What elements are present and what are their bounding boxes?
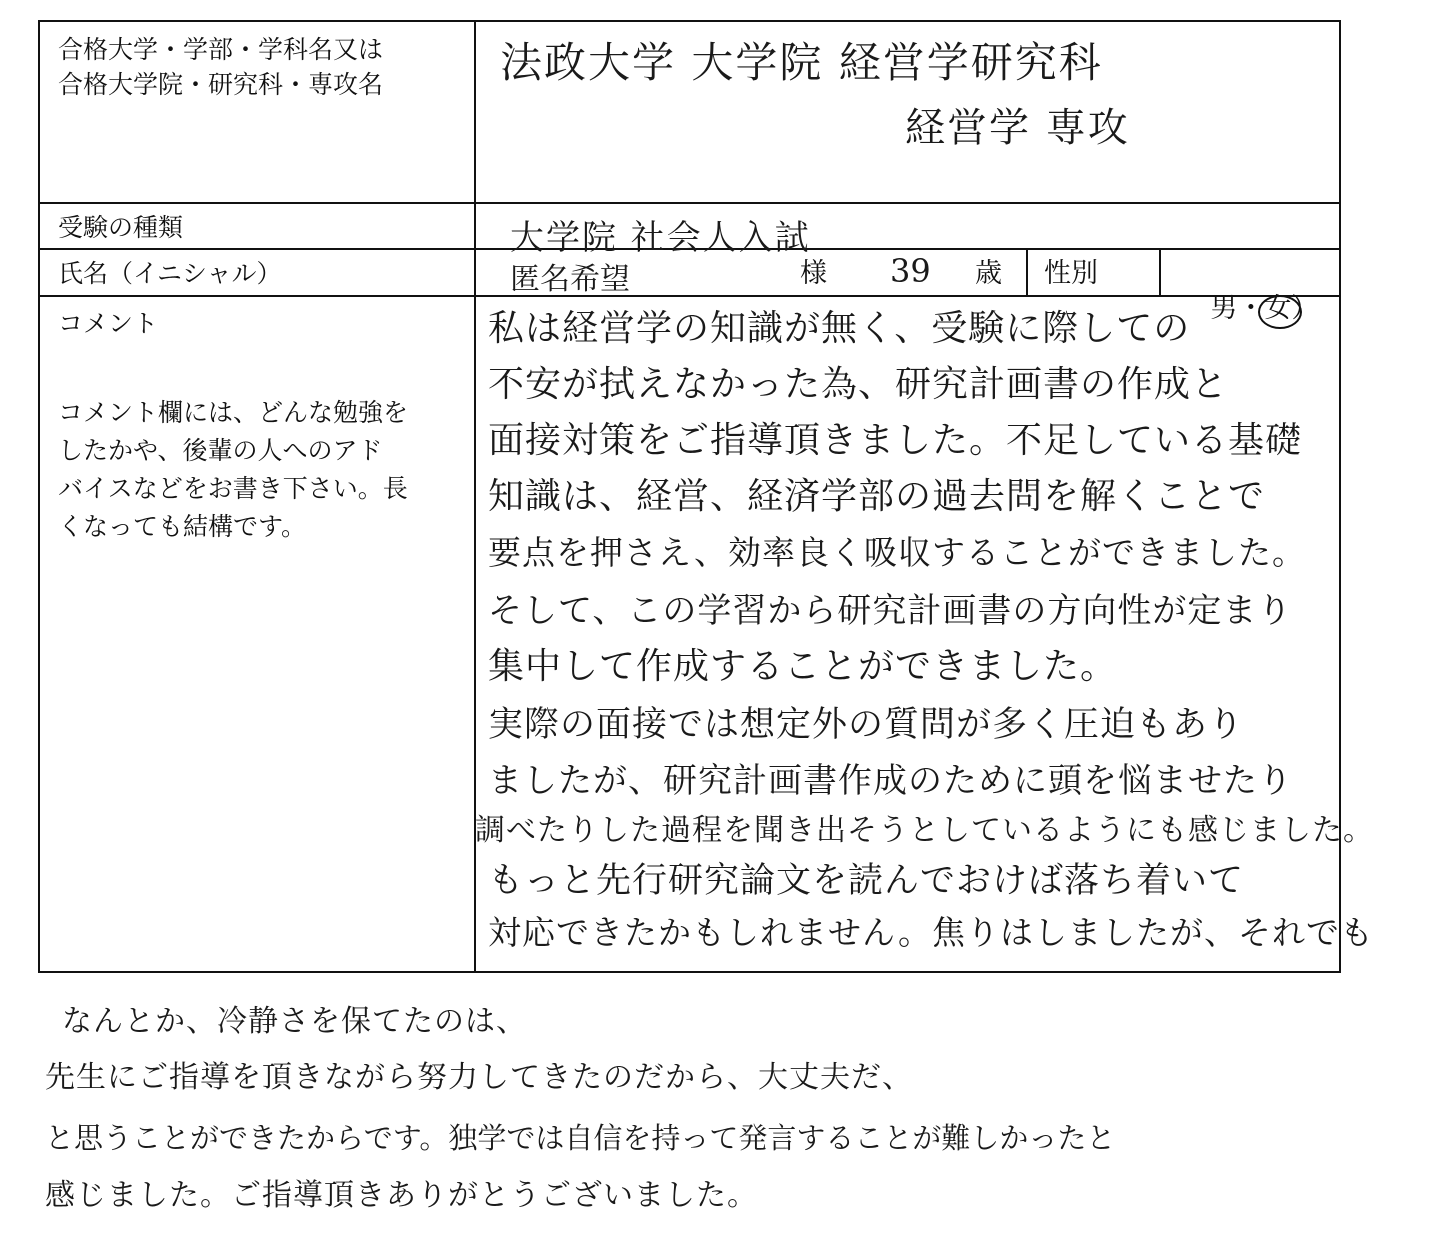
age-value: 39 (890, 252, 931, 290)
comment-instructions: コメント欄には、どんな勉強を したかや、後輩の人へのアド バイスなどをお書き下さい。長 くなっても結構です。 (58, 398, 409, 541)
continuation-line: 感じました。ご指導頂きありがとうございました。 (45, 1178, 758, 1213)
continuation-line: なんとか、冷静さを保てたのは、 (62, 1004, 527, 1039)
comment-line: ましたが、研究計画書作成のために頭を悩ませたり (488, 761, 1293, 801)
university-label: 合格大学・学部・学科名又は 合格大学院・研究科・専攻名 (58, 35, 384, 99)
sex-male-option: 男・ (1210, 293, 1265, 324)
sex-label: 性別 (1044, 258, 1098, 289)
row-divider-3 (40, 295, 1339, 297)
continuation-line: と思うことができたからです。独学では自信を持って発言することが難しかったと (45, 1121, 1116, 1155)
continuation-line: 先生にご指導を頂きながら努力してきたのだから、大丈夫だ、 (45, 1060, 913, 1095)
comment-line: そして、この学習から研究計画書の方向性が定まり (488, 591, 1293, 631)
comment-line: 対応できたかもしれません。焦りはしましたが、それでも (488, 913, 1374, 952)
name-label: 氏名（イニシャル） (58, 259, 282, 288)
sama-label: 様 (800, 258, 827, 289)
comment-line: もっと先行研究論文を読んでおけば落ち着いて (488, 861, 1245, 901)
comment-line: 実際の面接では想定外の質問が多く圧迫もあり (488, 705, 1245, 745)
sex-divider (1159, 248, 1161, 295)
comment-line: 集中して作成することができました。 (488, 646, 1118, 687)
comment-line: 要点を押さえ、効率良く吸収することができました。 (488, 533, 1306, 572)
age-divider (1026, 248, 1028, 295)
university-value-line2: 経営学 専攻 (905, 105, 1130, 151)
comment-label: コメント (58, 309, 159, 338)
sex-female-option: 女） (1264, 293, 1318, 324)
comment-line: 不安が拭えなかった為、研究計画書の作成と (488, 364, 1229, 405)
exam-type-value: 大学院 社会人入試 (510, 218, 811, 258)
comment-line: 調べたりした過程を聞き出そうとしているようにも感じました。 (475, 813, 1374, 848)
exam-type-label: 受験の種類 (58, 213, 184, 242)
comment-line: 面接対策をご指導頂きました。不足している基礎 (488, 420, 1303, 461)
age-unit-label: 歳 (975, 258, 1002, 289)
university-value-line1: 法政大学 大学院 経営学研究科 (500, 38, 1103, 87)
name-value: 匿名希望 (510, 262, 630, 297)
comment-line: 知識は、経営、経済学部の過去問を解くことで (488, 476, 1266, 517)
row-divider-1 (40, 202, 1339, 204)
comment-line: 私は経営学の知識が無く、受験に際しての (488, 308, 1191, 349)
